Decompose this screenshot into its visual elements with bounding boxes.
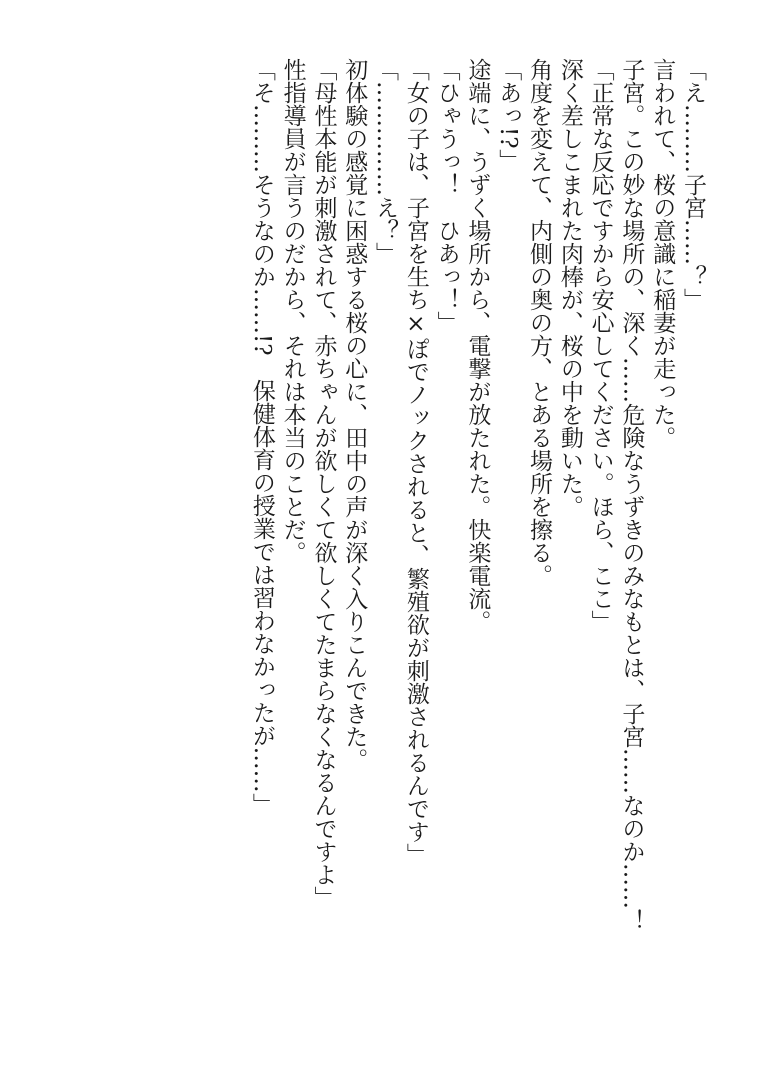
text-line: 子宮。この妙な場所の、深く……危険なうずきのみなもとは、子宮……なのか……！ (618, 58, 645, 932)
text-line: 初体験の感覚に困惑する桜の心に、田中の声が深く入りこんできた。 (341, 58, 368, 771)
text-line: 「母性本能が刺激されて、赤ちゃんが欲しくて欲しくてたまらなくなるんですよ」 (310, 58, 337, 909)
text-line: 「女の子は、子宮を生ち×ぽでノックされると、繁殖欲が刺激されるんです」 (402, 58, 429, 866)
text-line: 「あっ!?」 (495, 58, 522, 172)
text-line: 「……………え？」 (372, 58, 399, 265)
text-line: 「正常な反応ですから安心してください。ほら、ここ」 (587, 58, 614, 633)
text-line: 深く差しこまれた肉棒が、桜の中を動いた。 (556, 58, 583, 518)
text-line: 「そ………そうなのか……!? 保健体育の授業では習わなかったが……」 (248, 58, 275, 816)
text-line: 「え………子宮……？」 (680, 58, 706, 311)
vertical-text-body (246, 58, 708, 1048)
text-line: 性指導員が言うのだから、それは本当のことだ。 (279, 58, 306, 564)
text-line: 「ひゃうっ！ ひあっ！」 (433, 58, 460, 334)
text-line: 言われて、桜の意識に稲妻が走った。 (649, 58, 676, 449)
text-line: 途端に、うずく場所から、電撃が放たれた。快楽電流。 (464, 58, 491, 633)
text-line: 角度を変えて、内側の奥の方、とある場所を擦る。 (526, 58, 553, 587)
